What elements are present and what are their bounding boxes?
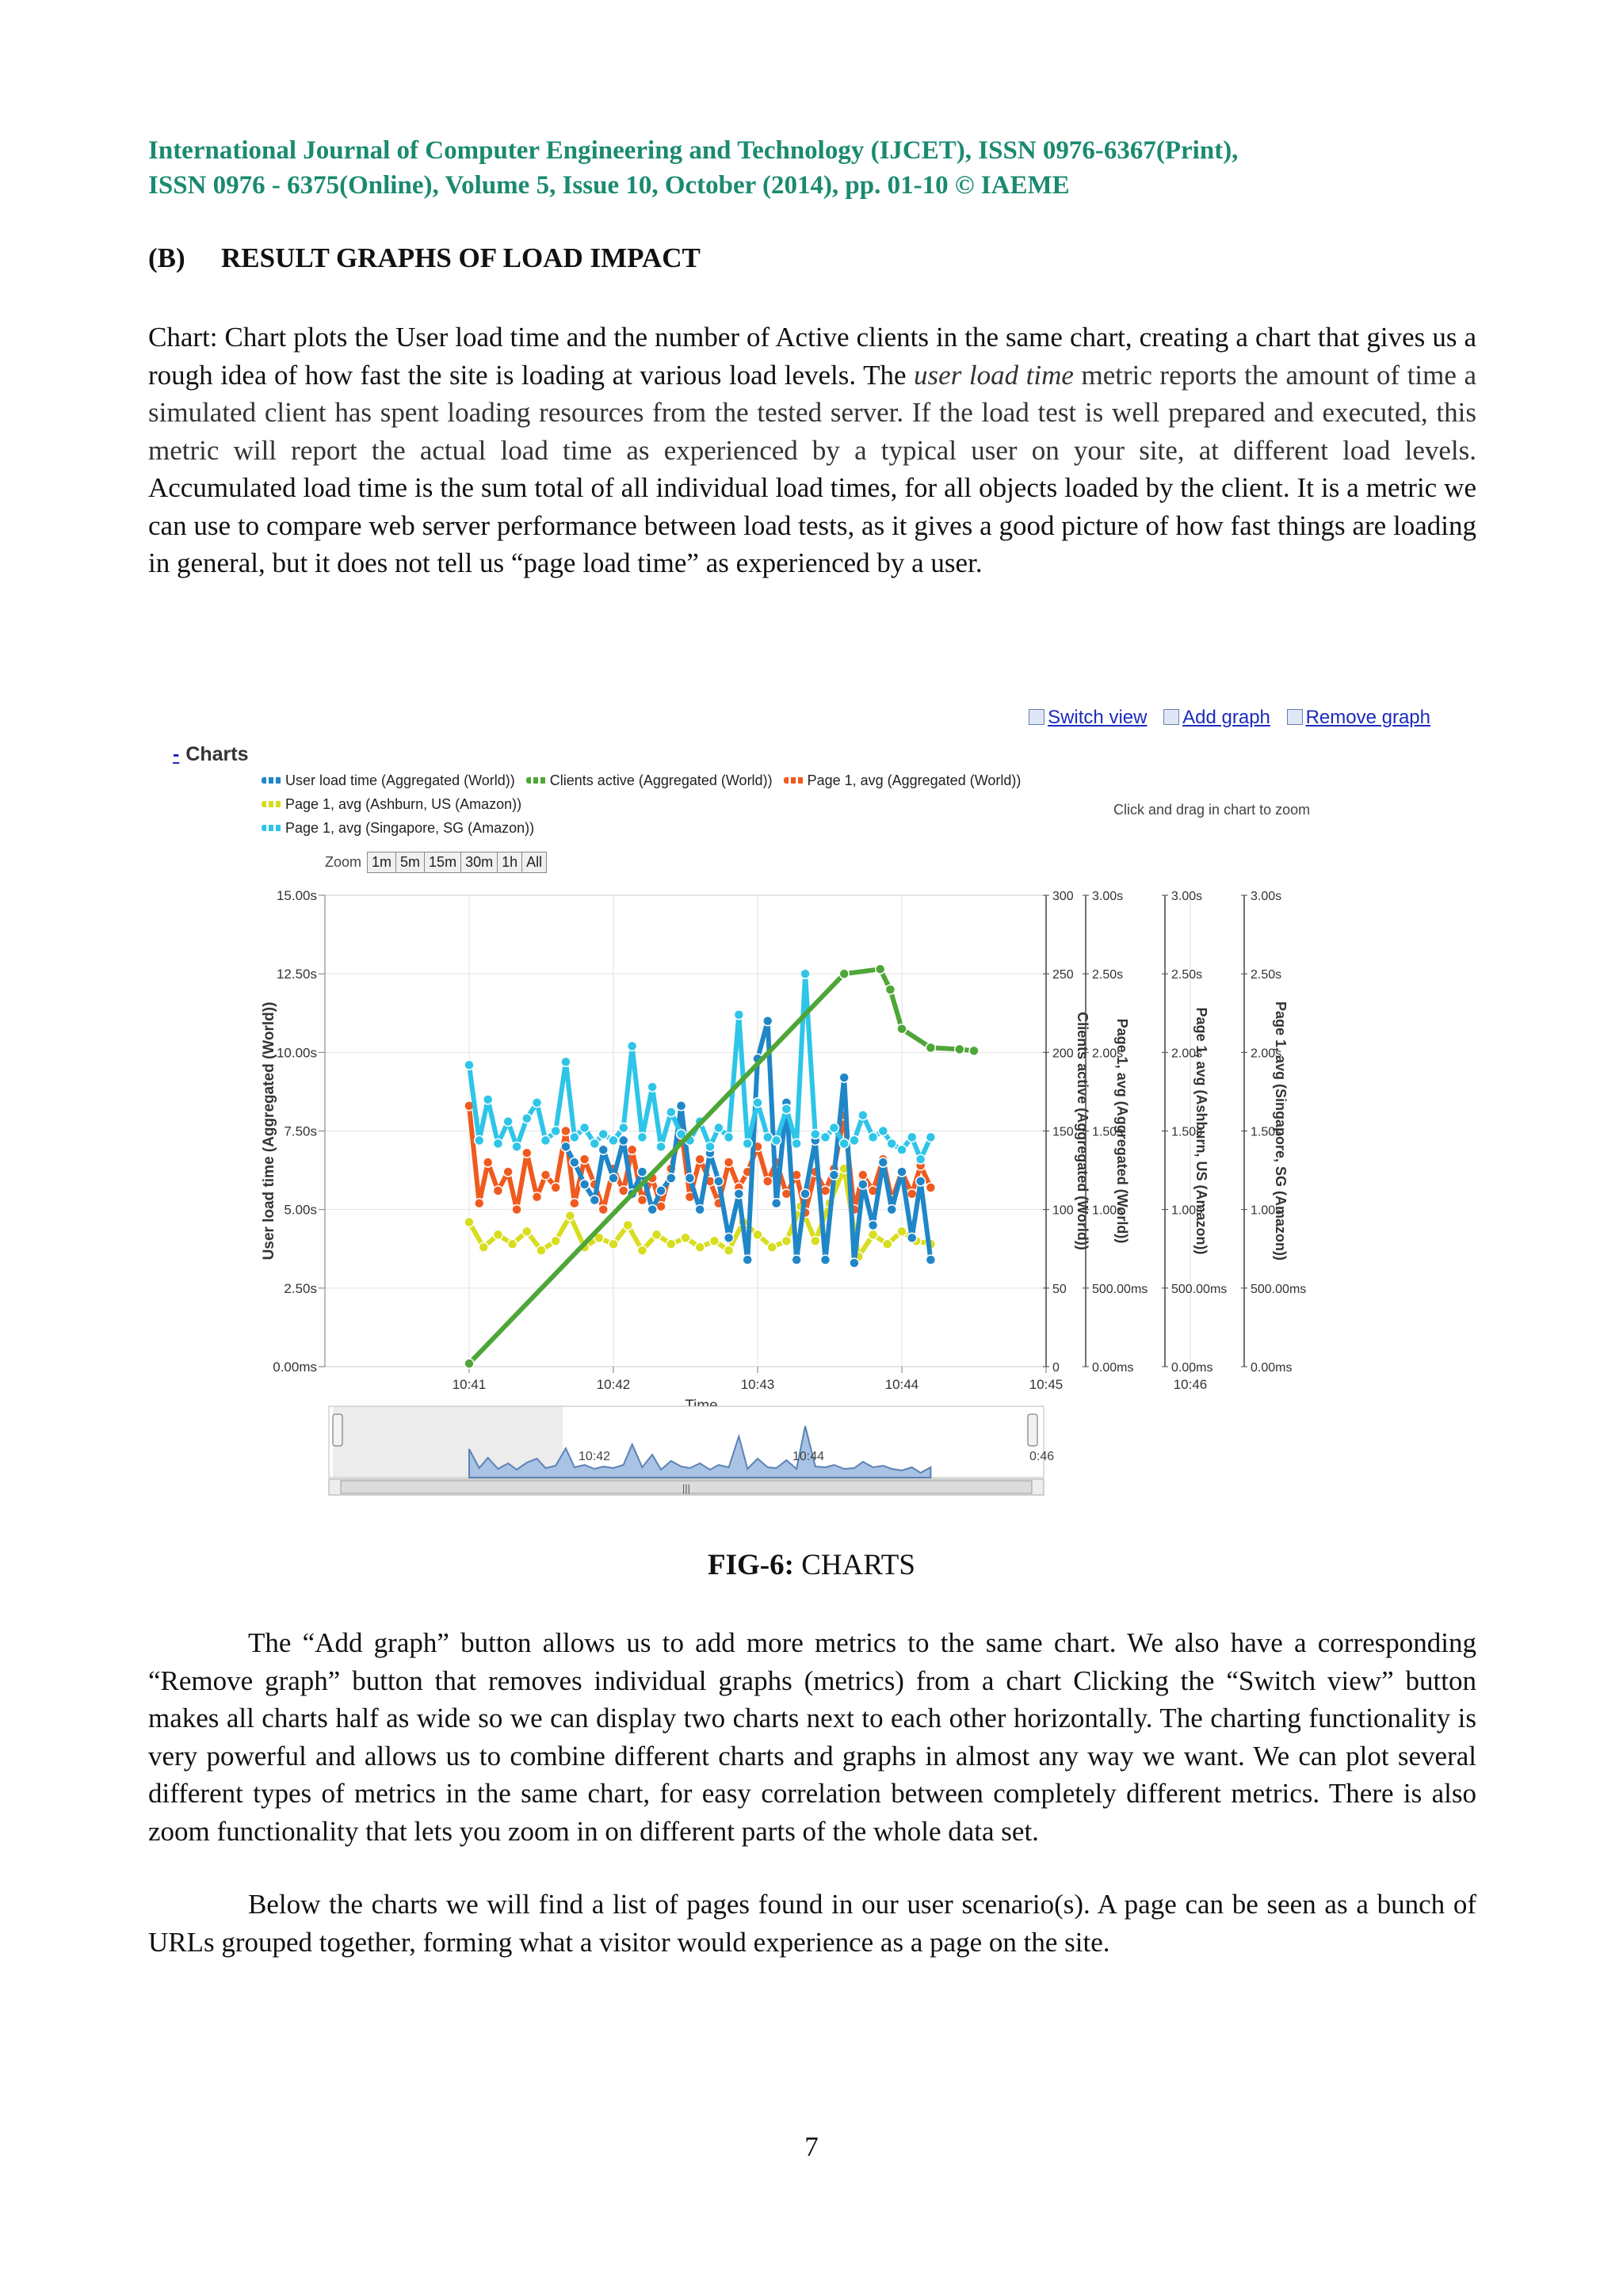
paragraph-add-graph: The “Add graph” button allows us to add more metrics to the same chart. We also have a corresponding “Remove graph” button that removes individual graphs (metrics) from a chart Clicking the “Switch view” button makes all charts half as wide so we can display two charts next to each other horizontally. The charting functionality is very powerful and allows us to combine different charts and graphs in almost any way we want. We can plot several different types of metrics in the same chart, for easy correlation between completely different metrics. There is also zoom functionality that lets you zoom in on different parts of the whole data set. xyxy=(148,1627,1476,1847)
data-point xyxy=(561,1057,571,1066)
data-point xyxy=(522,1226,532,1236)
legend-label: Clients active (Aggregated (World)) xyxy=(549,772,773,788)
data-point xyxy=(609,1239,618,1249)
left-axis-tick-label: 10.00s xyxy=(276,1045,317,1061)
data-point xyxy=(907,1189,917,1199)
switch-view-label: Switch view xyxy=(1048,707,1148,728)
add-graph-label: Add graph xyxy=(1182,707,1270,728)
data-point xyxy=(829,1123,838,1133)
data-point xyxy=(561,1142,571,1151)
journal-header xyxy=(148,133,1480,203)
data-point xyxy=(767,1242,777,1252)
paragraph1-part2: metric reports the amount of time a simulated client has spent loading resources from the tested server. If the load test is well prepared and executed, this metric will report the actual load time as experienced by a typical user on your site, at different load levels. xyxy=(148,359,1477,466)
navigator-handle xyxy=(1028,1414,1037,1446)
data-point xyxy=(821,1255,831,1264)
data-point xyxy=(753,1098,762,1108)
data-point xyxy=(493,1138,502,1148)
data-point xyxy=(916,1154,926,1164)
data-point xyxy=(647,1082,657,1092)
data-point xyxy=(792,1255,801,1264)
data-point xyxy=(637,1167,647,1177)
data-point xyxy=(887,1205,896,1215)
zoom-label: Zoom xyxy=(325,854,362,870)
right-axis-tick-label: 0.00ms xyxy=(1171,1361,1213,1375)
data-point xyxy=(714,1177,724,1186)
data-point xyxy=(916,1177,926,1186)
navigator-tick-label: 10:42 xyxy=(579,1450,611,1463)
data-point xyxy=(839,969,849,978)
remove-graph-label: Remove graph xyxy=(1305,707,1430,728)
data-point xyxy=(503,1167,513,1177)
right-axis-tick-label: 2.00s xyxy=(1171,1047,1203,1061)
data-point xyxy=(763,1177,773,1186)
data-point xyxy=(464,1359,474,1368)
data-point xyxy=(619,1135,628,1145)
right-axis-tick-label: 3.00s xyxy=(1092,890,1124,903)
right-axis-tick-label: 2.50s xyxy=(1251,968,1282,982)
zoom-button-30m[interactable]: 30m xyxy=(460,852,498,873)
paragraph-pages-list: Below the charts we will find a list of pages found in our user scenario(s). A page can be seen as a bunch of URLs grouped together, forming what a visitor would experience as a page on the site. xyxy=(148,1889,1476,1958)
caption-text: CHARTS xyxy=(793,1549,915,1581)
data-point xyxy=(869,1221,878,1230)
data-point xyxy=(907,1132,917,1142)
data-point xyxy=(811,1236,820,1245)
left-axis-tick-label: 15.00s xyxy=(276,888,317,903)
right-axis-label: Page 1, avg (Ashburn, US (Amazon)) xyxy=(1193,1007,1209,1255)
data-point xyxy=(926,1183,935,1192)
data-point xyxy=(609,1173,618,1183)
right-axis-label: Clients active (Aggregated (World)) xyxy=(1075,1012,1090,1250)
data-point xyxy=(724,1233,734,1242)
zoom-button-1h[interactable]: 1h xyxy=(497,852,522,873)
data-point xyxy=(850,1258,859,1268)
zoom-button-15m[interactable]: 15m xyxy=(424,852,461,873)
data-point xyxy=(800,1189,810,1199)
data-point xyxy=(714,1123,724,1133)
navigator-handle xyxy=(333,1414,342,1446)
right-axis-tick-label: 250 xyxy=(1052,968,1074,982)
right-axis-tick-label: 2.50s xyxy=(1092,968,1124,982)
zoom-hint: Click and drag in chart to zoom xyxy=(1113,802,1311,818)
charts-widget xyxy=(162,697,1462,1505)
section-title xyxy=(148,242,701,274)
paragraph-chart-description xyxy=(148,318,1476,582)
x-axis-tick-label: 10:45 xyxy=(1029,1377,1064,1392)
collapse-toggle[interactable]: - xyxy=(173,743,180,765)
navigator-tick-label: 0:46 xyxy=(1029,1450,1055,1463)
data-point xyxy=(685,1173,694,1183)
data-point xyxy=(695,1242,705,1252)
data-point xyxy=(869,1132,878,1142)
data-point xyxy=(926,1132,935,1142)
left-axis-tick-label: 5.00s xyxy=(284,1202,317,1218)
data-point xyxy=(839,1138,849,1148)
data-point xyxy=(522,1148,532,1158)
data-point xyxy=(743,1255,752,1264)
x-axis-tick-label: 10:44 xyxy=(884,1377,919,1392)
data-point xyxy=(512,1142,521,1151)
x-axis-tick-label: 10:42 xyxy=(596,1377,631,1392)
zoom-button-5m[interactable]: 5m xyxy=(395,852,425,873)
data-point xyxy=(652,1230,662,1239)
data-point xyxy=(561,1127,571,1136)
right-axis-tick-label: 500.00ms xyxy=(1171,1282,1228,1296)
paragraph1-part3: Accumulated load time is the sum total of all individual load times, for all objects loaded by the client. It is a metric we can use to compare web server performance between load tests, as it gives a good picture of how fast things are loading in general, but it does not tell us “page load time” as experienced by a user. xyxy=(148,472,1476,578)
data-point xyxy=(656,1142,666,1151)
data-point xyxy=(955,1044,964,1054)
data-point xyxy=(897,1167,907,1177)
right-axis-tick-label: 1.50s xyxy=(1092,1125,1124,1139)
data-point xyxy=(637,1196,647,1205)
data-point xyxy=(540,1135,550,1145)
right-axis-tick-label: 500.00ms xyxy=(1092,1282,1148,1296)
data-point xyxy=(763,1016,773,1026)
right-axis-tick-label: 0 xyxy=(1052,1361,1060,1375)
paragraph1-part1: Chart: Chart plots the User load time and the number of Active clients in the same chart, creating a chart that gives us a rough idea of how fast the site is loading at various load levels. The xyxy=(148,322,1476,391)
data-point xyxy=(878,1158,888,1167)
data-point xyxy=(512,1205,521,1215)
data-point xyxy=(772,1199,781,1208)
data-point xyxy=(540,1170,550,1180)
x-axis-tick-label: 10:46 xyxy=(1173,1377,1208,1392)
data-point xyxy=(598,1129,608,1138)
figure-caption xyxy=(0,1548,1623,1582)
data-point xyxy=(677,1101,686,1111)
data-point xyxy=(637,1245,647,1255)
left-axis-tick-label: 0.00ms xyxy=(273,1360,317,1375)
data-point xyxy=(681,1233,690,1242)
data-point xyxy=(858,1180,868,1189)
zoom-button-all[interactable]: All xyxy=(521,852,547,873)
data-point xyxy=(628,1145,637,1154)
data-point xyxy=(590,1138,599,1148)
right-axis-tick-label: 2.00s xyxy=(1092,1047,1124,1061)
data-point xyxy=(878,1127,888,1136)
data-point xyxy=(887,1138,896,1148)
data-point xyxy=(850,1135,859,1145)
right-axis-tick-label: 1.50s xyxy=(1251,1125,1282,1139)
data-point xyxy=(580,1180,590,1189)
data-point xyxy=(619,1123,628,1133)
data-point xyxy=(537,1245,546,1255)
data-point xyxy=(609,1135,618,1145)
data-point xyxy=(734,1189,743,1199)
legend-label: User load time (Aggregated (World)) xyxy=(285,772,515,788)
x-axis-tick-label: 10:43 xyxy=(740,1377,775,1392)
data-point xyxy=(781,1236,791,1245)
data-point xyxy=(724,1158,734,1167)
data-point xyxy=(666,1173,676,1183)
data-point xyxy=(926,1255,935,1264)
data-point xyxy=(479,1242,488,1252)
data-point xyxy=(926,1043,935,1052)
right-axis-tick-label: 3.00s xyxy=(1171,890,1203,903)
left-axis-tick-label: 2.50s xyxy=(284,1280,317,1296)
data-point xyxy=(897,1145,907,1154)
legend-label: Page 1, avg (Singapore, SG (Amazon)) xyxy=(285,820,535,836)
charts-label: Charts xyxy=(185,743,249,765)
data-point xyxy=(969,1046,979,1055)
data-point xyxy=(580,1154,590,1164)
data-point xyxy=(753,1230,762,1239)
right-axis-tick-label: 300 xyxy=(1052,890,1074,903)
data-point xyxy=(475,1135,484,1145)
zoom-button-1m[interactable]: 1m xyxy=(367,852,396,873)
data-point xyxy=(858,1111,868,1120)
right-axis-tick-label: 100 xyxy=(1052,1203,1074,1218)
right-axis-label: Page 1, avg (Aggregated (World)) xyxy=(1114,1018,1130,1244)
right-axis-tick-label: 50 xyxy=(1052,1282,1067,1296)
data-point xyxy=(598,1145,608,1154)
right-axis-label: Page 1, avg (Singapore, SG (Amazon)) xyxy=(1273,1001,1289,1261)
data-point xyxy=(464,1060,474,1070)
section-number: (B) xyxy=(148,242,185,273)
data-point xyxy=(705,1142,715,1151)
right-axis-tick-label: 1.50s xyxy=(1171,1125,1203,1139)
data-point xyxy=(656,1186,666,1196)
data-point xyxy=(743,1138,752,1148)
data-point xyxy=(628,1041,637,1051)
data-point xyxy=(551,1127,560,1136)
data-point xyxy=(839,1073,849,1082)
data-point xyxy=(781,1104,791,1114)
right-axis-tick-label: 1.00s xyxy=(1251,1203,1282,1218)
data-point xyxy=(503,1117,513,1127)
data-point xyxy=(666,1108,676,1117)
data-point xyxy=(580,1123,590,1133)
right-axis-tick-label: 1.00s xyxy=(1092,1203,1124,1218)
legend-label: Page 1, avg (Ashburn, US (Amazon)) xyxy=(285,796,522,812)
data-point xyxy=(883,1239,892,1249)
scrollbar-grip-icon: ||| xyxy=(682,1482,691,1494)
data-point xyxy=(772,1135,781,1145)
data-point xyxy=(483,1095,493,1104)
data-point xyxy=(724,1132,734,1142)
data-point xyxy=(598,1205,608,1215)
navigator-tick-label: 10:44 xyxy=(792,1450,825,1463)
data-point xyxy=(570,1132,579,1142)
data-point xyxy=(792,1138,801,1148)
data-point xyxy=(869,1230,878,1239)
section-heading: RESULT GRAPHS OF LOAD IMPACT xyxy=(221,242,701,273)
left-axis-tick-label: 12.50s xyxy=(276,967,317,982)
data-point xyxy=(695,1154,705,1164)
data-point xyxy=(666,1239,676,1249)
paragraph1-emphasis: user load time xyxy=(914,359,1074,391)
left-axis-tick-label: 7.50s xyxy=(284,1123,317,1139)
data-point xyxy=(570,1158,579,1167)
data-point xyxy=(493,1186,502,1196)
data-point xyxy=(811,1129,820,1138)
data-point xyxy=(897,1024,907,1034)
legend-label: Page 1, avg (Aggregated (World)) xyxy=(807,772,1022,788)
data-point xyxy=(734,1010,743,1020)
data-point xyxy=(522,1114,532,1123)
data-point xyxy=(570,1199,579,1208)
data-point xyxy=(821,1132,831,1142)
data-point xyxy=(533,1098,542,1108)
data-point xyxy=(709,1236,719,1245)
right-axis-tick-label: 1.00s xyxy=(1171,1203,1203,1218)
caption-label: FIG-6: xyxy=(708,1549,794,1581)
data-point xyxy=(637,1132,647,1142)
data-point xyxy=(885,985,895,994)
data-point xyxy=(907,1233,917,1242)
data-point xyxy=(724,1245,734,1255)
journal-header-line1: International Journal of Computer Engineering and Technology (IJCET), ISSN 0976-6367(Print), xyxy=(148,136,1239,165)
data-point xyxy=(858,1170,868,1180)
data-point xyxy=(565,1211,575,1221)
left-axis-label: User load time (Aggregated (World)) xyxy=(261,1001,277,1261)
right-axis-tick-label: 500.00ms xyxy=(1251,1282,1307,1296)
data-point xyxy=(551,1236,560,1245)
right-axis-tick-label: 0.00ms xyxy=(1092,1361,1134,1375)
data-point xyxy=(533,1192,542,1202)
right-axis-tick-label: 0.00ms xyxy=(1251,1361,1293,1375)
right-axis-tick-label: 200 xyxy=(1052,1047,1074,1061)
data-point xyxy=(483,1158,493,1167)
data-point xyxy=(800,969,810,978)
data-point xyxy=(829,1170,838,1180)
data-point xyxy=(897,1226,907,1236)
x-axis-tick-label: 10:41 xyxy=(452,1377,487,1392)
right-axis-tick-label: 150 xyxy=(1052,1125,1074,1139)
data-point xyxy=(508,1239,517,1249)
journal-header-line2: ISSN 0976 - 6375(Online), Volume 5, Issue 10, October (2014), pp. 01-10 © IAEME xyxy=(148,171,1070,200)
data-point xyxy=(876,964,885,974)
data-point xyxy=(464,1218,474,1227)
data-point xyxy=(551,1183,560,1192)
right-axis-tick-label: 2.00s xyxy=(1251,1047,1282,1061)
right-axis-tick-label: 2.50s xyxy=(1171,968,1203,982)
data-point xyxy=(647,1205,657,1215)
data-point xyxy=(493,1230,502,1239)
right-axis-tick-label: 3.00s xyxy=(1251,890,1282,903)
data-point xyxy=(475,1199,484,1208)
data-point xyxy=(623,1221,632,1230)
data-point xyxy=(590,1196,599,1205)
load-impact-chart[interactable] xyxy=(162,697,1462,1505)
data-point xyxy=(695,1205,705,1215)
page-number: 7 xyxy=(804,2131,819,2162)
